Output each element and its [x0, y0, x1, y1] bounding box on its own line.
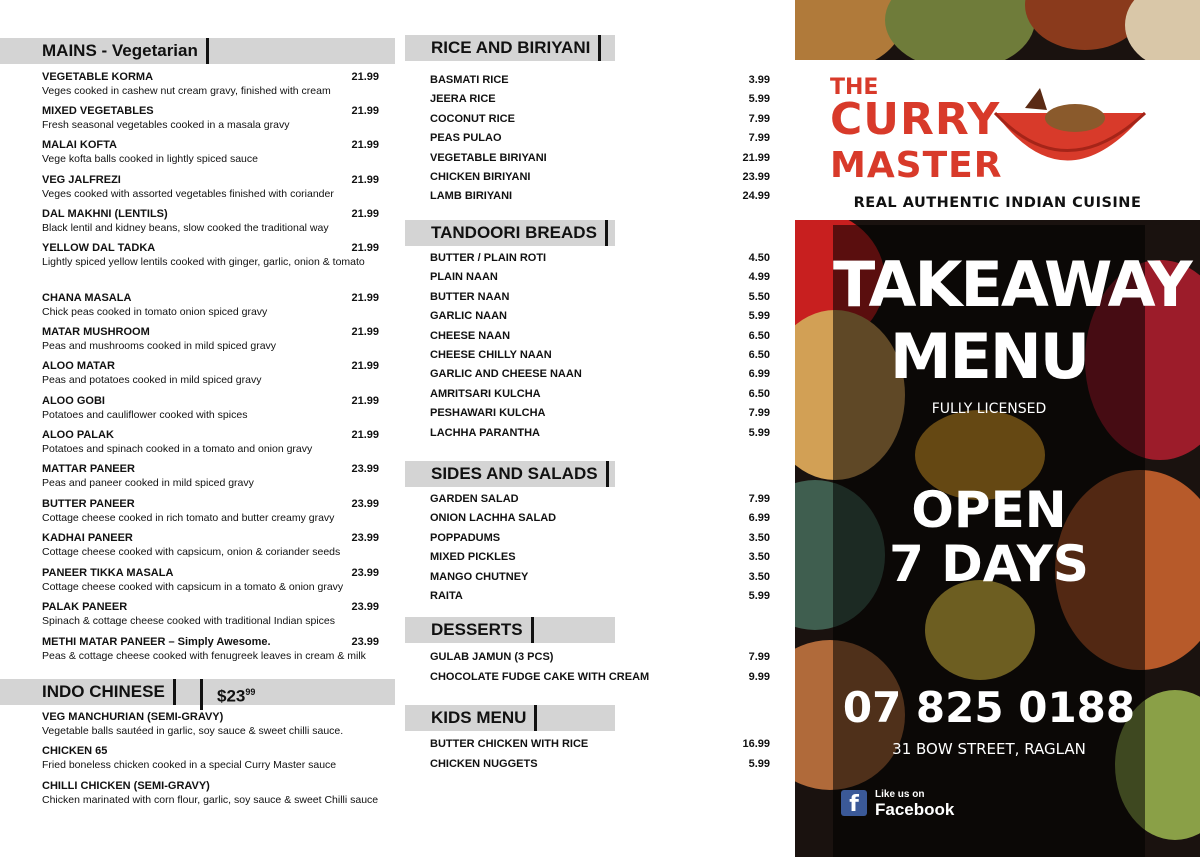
menu-item-price: 23.99 [351, 532, 379, 544]
menu-item [42, 745, 382, 772]
item-price: 24.99 [742, 190, 770, 203]
price-row [430, 671, 770, 683]
menu-item-description: Fried boneless chicken cooked in a special Curry Master sauce [42, 759, 337, 771]
menu-item-header [42, 395, 382, 407]
menu-item [42, 71, 382, 98]
price-row [430, 512, 770, 524]
item-name: POPPADUMS [430, 531, 501, 544]
menu-item [42, 429, 382, 456]
menu-item-price: 21.99 [351, 429, 379, 441]
menu-item-description: Cottage cheese cooked in rich tomato and butter creamy gravy [42, 512, 335, 524]
item-name: RAITA [430, 590, 463, 602]
logo-master: MASTER [830, 145, 1003, 186]
menu-item-header [42, 174, 382, 186]
item-name: JEERA RICE [430, 93, 496, 106]
like-us-label: Like us on [875, 789, 925, 800]
menu-item-name: METHI MATAR PANEER – Simply Awesome. [42, 636, 271, 648]
item-name: VEGETABLE BIRIYANI [430, 151, 547, 164]
item-name: BUTTER / PLAIN ROTI [430, 252, 547, 264]
days-heading: 7 DAYS [889, 535, 1089, 593]
menu-item [42, 498, 382, 525]
item-name: PEAS PULAO [430, 132, 502, 145]
item-name: ONION LACHHA SALAD [430, 512, 557, 525]
item-price: 6.50 [748, 387, 770, 400]
item-price: 6.99 [748, 368, 770, 381]
menu-item-description: Cottage cheese cooked with capsicum, onion & coriander seeds [42, 546, 341, 558]
menu-item-header [42, 242, 382, 254]
menu-item-price: 21.99 [351, 395, 379, 407]
menu-item-description: Peas & cottage cheese cooked with fenugreek leaves in cream & milk [42, 650, 366, 662]
curry-pot-icon [985, 68, 1155, 188]
menu-item-header [42, 139, 382, 151]
section-header-desserts [405, 617, 615, 643]
menu-item-description: Vegetable balls sautéed in garlic, soy sauce & sweet chilli sauce. [42, 725, 344, 737]
menu-item-price: 23.99 [351, 498, 379, 510]
price-row [430, 368, 770, 380]
item-name: GARLIC AND CHEESE NAAN [430, 368, 582, 381]
item-name: CHEESE NAAN [430, 329, 511, 342]
menu-item-header [42, 498, 382, 510]
price-row [430, 152, 770, 164]
menu-item-header [42, 745, 382, 757]
menu-item [42, 360, 382, 387]
menu-item [42, 292, 382, 319]
item-price: 5.99 [748, 590, 770, 602]
item-price: 7.99 [748, 407, 770, 420]
item-price: 3.50 [748, 531, 770, 544]
item-name: MIXED PICKLES [430, 551, 516, 564]
phone-number[interactable]: 07 825 0188 [842, 683, 1136, 732]
price-dollars: $23 [217, 686, 246, 706]
menu-item-description: Lightly spiced yellow lentils cooked with ginger, garlic, onion & tomato [42, 256, 365, 268]
section-header-breads [405, 220, 615, 246]
menu-item-header [42, 208, 382, 220]
section-title: KIDS MENU [405, 705, 537, 731]
item-price: 9.99 [748, 670, 770, 683]
menu-item-price: 21.99 [351, 105, 379, 117]
section-title: DESSERTS [405, 617, 534, 643]
price-row [430, 93, 770, 105]
price-row [430, 252, 770, 264]
menu-item [42, 601, 382, 628]
price-row [430, 171, 770, 183]
menu-item-name: PANEER TIKKA MASALA [42, 567, 174, 579]
price-row [430, 271, 770, 283]
price-row [430, 407, 770, 419]
section-header-mains-veg [0, 38, 395, 64]
menu-item-name: VEG MANCHURIAN (SEMI-GRAVY) [42, 711, 224, 723]
section-title: TANDOORI BREADS [405, 220, 608, 246]
logo-the: THE [830, 75, 879, 100]
menu-item-price: 21.99 [351, 242, 379, 254]
menu-item-header [42, 636, 382, 648]
menu-item-name: CHICKEN 65 [42, 745, 108, 757]
item-name: PESHAWARI KULCHA [430, 407, 546, 420]
item-price: 5.99 [748, 93, 770, 106]
menu-item-name: MATTAR PANEER [42, 463, 135, 475]
licensed-label: FULLY LICENSED [931, 401, 1047, 417]
menu-item-header [42, 601, 382, 613]
menu-item-name: DAL MAKHNI (LENTILS) [42, 208, 168, 220]
item-name: CHICKEN NUGGETS [430, 757, 538, 770]
menu-item-price: 21.99 [351, 208, 379, 220]
menu-item-header [42, 532, 382, 544]
menu-item-header [42, 326, 382, 338]
item-price: 4.99 [748, 271, 770, 284]
item-price: 3.99 [748, 74, 770, 86]
section-header-sides [405, 461, 615, 487]
item-price: 7.99 [748, 493, 770, 505]
menu-item-description: Fresh seasonal vegetables cooked in a masala gravy [42, 119, 290, 131]
item-name: GULAB JAMUN (3 PCS) [430, 651, 554, 663]
price-row [430, 493, 770, 505]
menu-item-description: Peas and mushrooms cooked in mild spiced gravy [42, 340, 277, 352]
menu-item-header [42, 105, 382, 117]
section-header-indo-chinese [0, 679, 395, 705]
section-title: SIDES AND SALADS [405, 461, 609, 487]
item-name: LACHHA PARANTHA [430, 426, 540, 439]
menu-item [42, 326, 382, 353]
menu-item [42, 567, 382, 594]
menu-item-name: CHILLI CHICKEN (SEMI-GRAVY) [42, 780, 210, 792]
menu-item [42, 174, 382, 201]
menu-item-price: 23.99 [351, 601, 379, 613]
item-price: 5.50 [748, 290, 770, 303]
item-price: 6.50 [748, 349, 770, 361]
price-cents: 99 [245, 687, 256, 697]
price-row [430, 310, 770, 322]
menu-item-header [42, 71, 382, 83]
item-name: PLAIN NAAN [430, 271, 498, 284]
menu-item-header [42, 463, 382, 475]
price-row [430, 551, 770, 563]
menu-item-description: Cottage cheese cooked with capsicum in a tomato & onion gravy [42, 581, 344, 593]
menu-item-price: 23.99 [351, 567, 379, 579]
menu-item-name: KADHAI PANEER [42, 532, 133, 544]
menu-item-price: 23.99 [351, 636, 379, 648]
menu-item-description: Vege kofta balls cooked in lightly spiced sauce [42, 153, 258, 165]
menu-item-header [42, 711, 382, 723]
menu-item [42, 463, 382, 490]
section-title: RICE AND BIRIYANI [405, 35, 601, 61]
price-row [430, 190, 770, 202]
menu-item-name: CHANA MASALA [42, 292, 132, 304]
menu-item-name: MALAI KOFTA [42, 139, 117, 151]
menu-item-description: Peas and paneer cooked in mild spiced gravy [42, 477, 254, 489]
menu-item [42, 139, 382, 166]
menu-item-name: ALOO PALAK [42, 429, 114, 441]
menu-item-price: 21.99 [351, 326, 379, 338]
item-price: 5.99 [748, 426, 770, 439]
item-name: COCONUT RICE [430, 112, 515, 125]
menu-item-description: Chicken marinated with corn flour, garlic, soy sauce & sweet Chilli sauce [42, 794, 379, 806]
section-title: MAINS - Vegetarian [0, 38, 209, 64]
section-header-rice [405, 35, 615, 61]
section-price [200, 679, 263, 710]
menu-item [42, 208, 382, 235]
menu-item-price: 21.99 [351, 174, 379, 186]
logo-curry: CURRY [830, 94, 1001, 145]
item-price: 3.50 [748, 551, 770, 564]
menu-item-description: Potatoes and spinach cooked in a tomato and onion gravy [42, 443, 313, 455]
menu-item [42, 105, 382, 132]
menu-item [42, 395, 382, 422]
item-price: 5.99 [748, 757, 770, 770]
menu-item-description: Veges cooked with assorted vegetables finished with coriander [42, 188, 334, 200]
item-name: BUTTER CHICKEN WITH RICE [430, 738, 589, 750]
menu-item-price: 23.99 [351, 463, 379, 475]
menu-item-description: Potatoes and cauliflower cooked with spices [42, 409, 248, 421]
menu-item-header [42, 292, 382, 304]
item-name: CHICKEN BIRIYANI [430, 171, 531, 183]
menu-item-description: Spinach & cottage cheese cooked with traditional Indian spices [42, 615, 336, 627]
menu-item [42, 780, 382, 807]
price-row [430, 132, 770, 144]
price-row [430, 388, 770, 400]
menu-item-name: VEG JALFREZI [42, 174, 121, 186]
item-name: CHOCOLATE FUDGE CAKE WITH CREAM [430, 670, 650, 683]
cover-panel [795, 0, 1200, 857]
takeaway-heading: TAKEAWAY [833, 248, 1191, 321]
item-name: BASMATI RICE [430, 74, 509, 86]
price-row [430, 74, 770, 86]
item-name: LAMB BIRIYANI [430, 190, 513, 203]
item-name: AMRITSARI KULCHA [430, 387, 541, 400]
price-row [430, 532, 770, 544]
item-price: 7.99 [748, 132, 770, 145]
price-row [430, 738, 770, 750]
menu-item-description: Peas and potatoes cooked in mild spiced gravy [42, 374, 262, 386]
tagline: REAL AUTHENTIC INDIAN CUISINE [853, 195, 1142, 211]
item-price: 4.50 [748, 252, 770, 264]
price-row [430, 651, 770, 663]
menu-item-name: ALOO GOBI [42, 395, 105, 407]
item-name: MANGO CHUTNEY [430, 570, 529, 583]
menu-item-description: Veges cooked in cashew nut cream gravy, finished with cream [42, 85, 331, 97]
item-price: 7.99 [748, 112, 770, 125]
item-price: 6.99 [748, 512, 770, 525]
menu-item-description: Chick peas cooked in tomato onion spiced gravy [42, 306, 268, 318]
price-row [430, 590, 770, 602]
menu-item-price: 21.99 [351, 292, 379, 304]
item-name: GARDEN SALAD [430, 493, 519, 505]
price-row [430, 349, 770, 361]
menu-item-name: ALOO MATAR [42, 360, 115, 372]
price-row [430, 330, 770, 342]
item-price: 3.50 [748, 570, 770, 583]
menu-heading: MENU [889, 320, 1089, 393]
facebook-link[interactable]: Facebook [875, 800, 955, 819]
item-name: GARLIC NAAN [430, 310, 507, 323]
menu-item-header [42, 360, 382, 372]
item-price: 5.99 [748, 310, 770, 323]
item-price: 21.99 [742, 151, 770, 164]
item-price: 6.50 [748, 329, 770, 342]
item-price: 7.99 [748, 651, 770, 663]
menu-item-price: 21.99 [351, 71, 379, 83]
item-price: 23.99 [742, 171, 770, 183]
menu-item-header [42, 567, 382, 579]
menu-item-price: 21.99 [351, 360, 379, 372]
facebook-icon[interactable]: f [841, 790, 867, 816]
price-row [430, 427, 770, 439]
menu-item-name: MIXED VEGETABLES [42, 105, 154, 117]
menu-item-header [42, 780, 382, 792]
menu-item-name: BUTTER PANEER [42, 498, 135, 510]
item-name: CHEESE CHILLY NAAN [430, 349, 552, 361]
price-row [430, 758, 770, 770]
menu-item [42, 636, 382, 663]
price-row [430, 291, 770, 303]
menu-item [42, 711, 382, 738]
menu-item [42, 242, 382, 269]
open-heading: OPEN [911, 481, 1067, 539]
price-row [430, 571, 770, 583]
item-name: BUTTER NAAN [430, 290, 510, 303]
menu-item-description: Black lentil and kidney beans, slow cooked the traditional way [42, 222, 329, 234]
section-title: INDO CHINESE [0, 679, 176, 705]
address: 31 BOW STREET, RAGLAN [892, 740, 1086, 758]
price-row [430, 113, 770, 125]
menu-item-name: YELLOW DAL TADKA [42, 242, 156, 254]
menu-item-name: PALAK PANEER [42, 601, 128, 613]
menu-item-price: 21.99 [351, 139, 379, 151]
menu-item-header [42, 429, 382, 441]
menu-item [42, 532, 382, 559]
section-header-kids [405, 705, 615, 731]
menu-item-name: VEGETABLE KORMA [42, 71, 154, 83]
item-price: 16.99 [742, 738, 770, 750]
menu-item-name: MATAR MUSHROOM [42, 326, 150, 338]
